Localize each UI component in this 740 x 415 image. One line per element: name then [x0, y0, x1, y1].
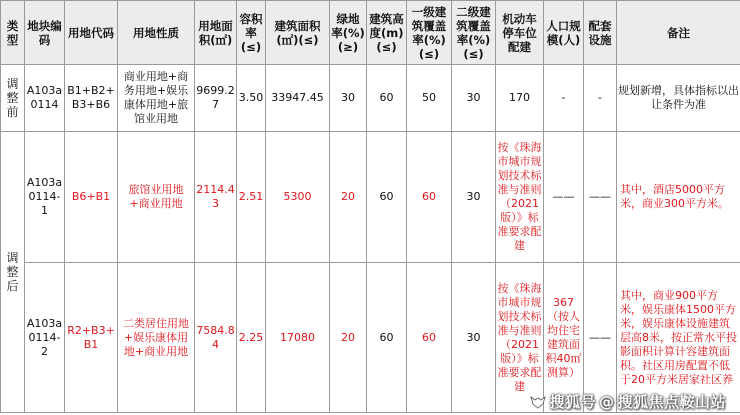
header-type: 类型 — [1, 1, 25, 65]
cell-area: 2114.43 — [195, 132, 237, 263]
table-row — [1, 263, 740, 413]
header-cov2: 二级建筑覆盖率(%)(≤) — [452, 1, 496, 65]
header-facility: 配套设施 — [584, 1, 617, 65]
cell-cov2: 30 — [452, 65, 496, 132]
header-pop: 人口规模(人) — [544, 1, 584, 65]
cell-pop: 367（按人均住宅建筑面积40㎡测算） — [544, 263, 584, 413]
cell-far: 3.50 — [237, 65, 266, 132]
cell-code: R2+B3+B1 — [65, 263, 118, 413]
header-green: 绿地率(%)(≥) — [330, 1, 367, 65]
cell-green: 20 — [330, 132, 367, 263]
cell-floor-area: 33947.45 — [266, 65, 330, 132]
header-area: 用地面积(㎡) — [195, 1, 237, 65]
cell-height: 60 — [367, 132, 407, 263]
cell-facility: —— — [584, 263, 617, 413]
cell-floor-area: 17080 — [266, 263, 330, 413]
header-row — [1, 1, 740, 65]
header-cov1: 一级建筑覆盖率(%)(≤) — [407, 1, 452, 65]
cell-facility: - — [584, 65, 617, 132]
table-row — [1, 132, 740, 263]
header-nature: 用地性质 — [118, 1, 195, 65]
cell-code: B6+B1 — [65, 132, 118, 263]
watermark-source: 搜狐号 — [549, 393, 596, 411]
cell-far: 2.25 — [237, 263, 266, 413]
watermark-account: 搜狐焦点鞍山站 — [617, 393, 726, 411]
cell-floor-area: 5300 — [266, 132, 330, 263]
cell-nature: 二类居住用地+娱乐康体用地+商业用地 — [118, 263, 195, 413]
header-block: 地块编码 — [25, 1, 65, 65]
cell-facility: —— — [584, 132, 617, 263]
cell-parking: 170 — [496, 65, 544, 132]
cell-pop: —— — [544, 132, 584, 263]
cell-height: 60 — [367, 65, 407, 132]
cell-far: 2.51 — [237, 132, 266, 263]
cell-green: 30 — [330, 65, 367, 132]
cell-height: 60 — [367, 263, 407, 413]
cell-green: 20 — [330, 263, 367, 413]
cell-nature: 商业用地+商务用地+娱乐康体用地+旅馆业用地 — [118, 65, 195, 132]
header-parking: 机动车停车位配建 — [496, 1, 544, 65]
cell-block: A103a0114-2 — [25, 263, 65, 413]
cell-block: A103a0114-1 — [25, 132, 65, 263]
header-code: 用地代码 — [65, 1, 118, 65]
watermark — [530, 391, 726, 412]
cell-block: A103a0114 — [25, 65, 65, 132]
cell-remark: 规划新增，具体指标以出让条件为准 — [617, 65, 740, 132]
header-height: 建筑高度(m)(≤) — [367, 1, 407, 65]
sohu-fox-icon — [530, 395, 546, 409]
cell-type: 调整前 — [1, 65, 25, 132]
cell-remark: 其中，酒店5000平方米，商业300平方米。 — [617, 132, 740, 263]
header-far: 容积率(≤) — [237, 1, 266, 65]
cell-type: 调整后 — [1, 132, 25, 413]
table-row — [1, 65, 740, 132]
cell-area: 9699.27 — [195, 65, 237, 132]
cell-parking: 按《珠海市城市规划技术标准与准则（2021版）》标准要求配建 — [496, 132, 544, 263]
cell-cov1: 50 — [407, 65, 452, 132]
cell-nature: 旅馆业用地+商业用地 — [118, 132, 195, 263]
cell-cov2: 30 — [452, 132, 496, 263]
cell-cov1: 60 — [407, 263, 452, 413]
watermark-separator: @ — [598, 393, 615, 411]
header-floor-area: 建筑面积(㎡)(≤) — [266, 1, 330, 65]
cell-pop: - — [544, 65, 584, 132]
cell-cov2: 30 — [452, 263, 496, 413]
cell-parking: 按《珠海市城市规划技术标准与准则（2021版）》标准要求配建 — [496, 263, 544, 413]
cell-code: B1+B2+B3+B6 — [65, 65, 118, 132]
cell-cov1: 60 — [407, 132, 452, 263]
header-remark: 备注 — [617, 1, 740, 65]
cell-area: 7584.84 — [195, 263, 237, 413]
cell-remark: 其中，商业900平方米，娱乐康体1500平方米，娱乐康体设施建筑层高8米，按正常水平投影面积计算计容建筑面积。社区用房配置不低于20平方米居家社区养 — [617, 263, 740, 413]
